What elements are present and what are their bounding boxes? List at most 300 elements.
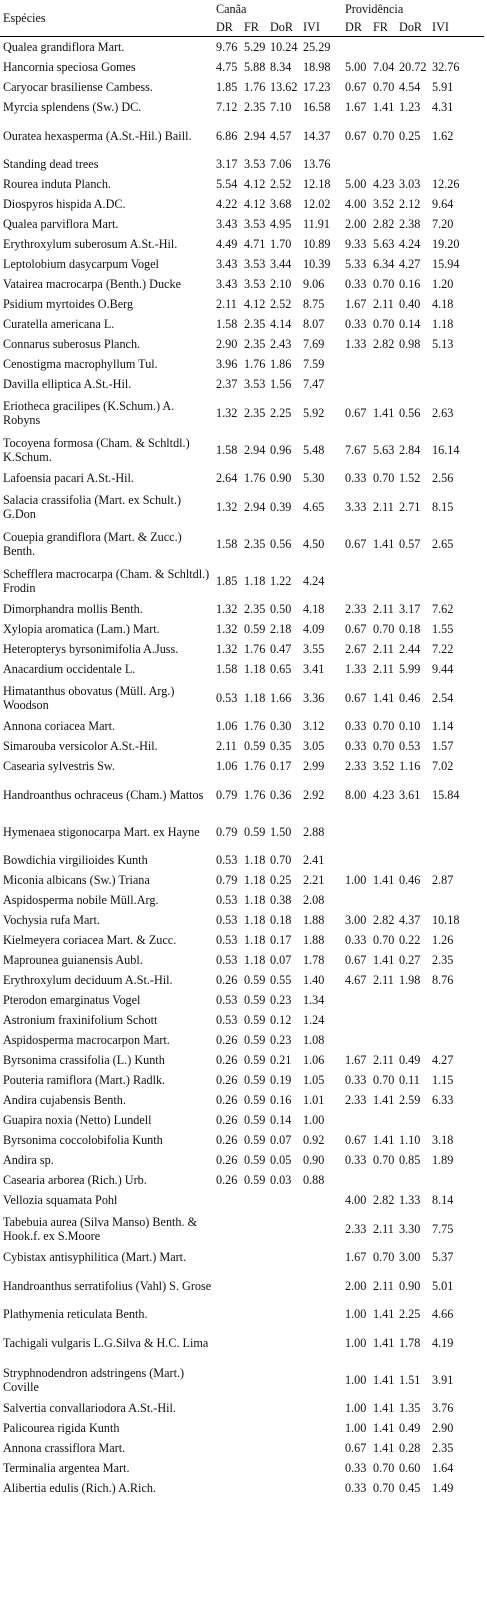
species-name-cell: Myrcia splendens (Sw.) DC. <box>3 100 142 114</box>
table-row <box>0 1418 484 1438</box>
canaa-dr-cell: 0.26 <box>216 1173 238 1187</box>
providencia-ivi-cell: 8.14 <box>432 1193 454 1207</box>
canaa-dr-cell <box>216 1398 244 1418</box>
canaa-dor-cell <box>270 1190 303 1210</box>
canaa-ivi-cell: 3.55 <box>303 642 325 656</box>
canaa-dr-cell: 0.53 <box>216 913 238 927</box>
providencia-ivi-cell: 1.26 <box>432 933 454 947</box>
canaa-dr-cell <box>216 1418 244 1438</box>
providencia-dor-cell: 0.46 <box>399 690 421 705</box>
canaa-dr-cell: 0.26 <box>216 1073 238 1087</box>
canaa-dr-header: DR <box>216 16 244 37</box>
providencia-dor-cell: 2.84 <box>399 442 421 457</box>
providencia-dr-cell <box>345 1110 373 1130</box>
canaa-fr-cell <box>244 1324 270 1361</box>
canaa-dr-cell <box>216 1267 244 1304</box>
canaa-dor-cell: 2.25 <box>270 405 292 420</box>
providencia-dr-cell: 8.00 <box>345 787 367 802</box>
canaa-dor-cell <box>270 1324 303 1361</box>
species-name-cell: Connarus suberosus Planch. <box>3 337 141 351</box>
providencia-fr-cell: 2.82 <box>373 217 395 231</box>
canaa-fr-cell: 0.59 <box>244 1093 266 1107</box>
species-name-cell: Salvertia convallariodora A.St.-Hil. <box>3 1401 176 1415</box>
providencia-dor-cell: 3.00 <box>399 1250 421 1264</box>
providencia-dor-cell: 3.61 <box>399 787 421 802</box>
table-row <box>0 431 484 468</box>
canaa-dr-cell: 3.17 <box>216 157 238 171</box>
providencia-dr-cell: 1.33 <box>345 662 367 676</box>
canaa-dor-header: DoR <box>270 16 303 37</box>
providencia-dor-cell: 0.90 <box>399 1278 421 1293</box>
canaa-dor-cell <box>270 1418 303 1438</box>
canaa-fr-cell: 4.12 <box>244 177 266 191</box>
providencia-dr-header: DR <box>345 16 373 37</box>
canaa-dr-cell: 0.79 <box>216 873 238 887</box>
species-name-cell: Anacardium occidentale L. <box>3 662 136 676</box>
providencia-dr-cell: 0.67 <box>345 536 367 551</box>
providencia-ivi-cell: 15.94 <box>432 257 460 271</box>
canaa-ivi-cell: 12.18 <box>303 177 331 191</box>
species-name-cell: Curatella americana L. <box>3 317 115 331</box>
canaa-dr-cell: 3.43 <box>216 277 238 291</box>
canaa-dr-cell: 0.26 <box>216 1153 238 1167</box>
canaa-dr-cell <box>216 1458 244 1478</box>
providencia-dor-cell: 0.56 <box>399 405 421 420</box>
providencia-fr-cell: 5.63 <box>373 442 395 457</box>
providencia-dr-cell: 1.67 <box>345 297 367 311</box>
canaa-dr-cell: 1.32 <box>216 499 238 514</box>
providencia-dor-cell: 4.54 <box>399 80 421 94</box>
providencia-dr-cell: 4.67 <box>345 973 367 987</box>
canaa-ivi-cell: 1.05 <box>303 1073 325 1087</box>
table-row <box>0 274 484 294</box>
canaa-fr-cell <box>244 1247 270 1267</box>
canaa-dr-cell: 3.96 <box>216 357 238 371</box>
canaa-fr-cell: 3.53 <box>244 217 266 231</box>
table-row <box>0 950 484 970</box>
canaa-dr-cell: 0.53 <box>216 893 238 907</box>
providencia-dor-cell <box>399 813 432 850</box>
providencia-dor-cell <box>399 354 432 374</box>
providencia-dr-cell: 0.33 <box>345 1481 367 1495</box>
species-name-cell: Hancornia speciosa Gomes <box>3 60 136 74</box>
providencia-fr-cell: 0.70 <box>373 1481 395 1495</box>
canaa-fr-cell: 0.59 <box>244 1153 266 1167</box>
providencia-dor-cell: 0.49 <box>399 1421 421 1435</box>
providencia-ivi-cell: 7.22 <box>432 642 454 656</box>
species-name-cell: Vatairea macrocarpa (Benth.) Ducke <box>3 277 181 291</box>
canaa-fr-cell: 3.53 <box>244 157 266 171</box>
providencia-ivi-cell: 12.26 <box>432 177 460 191</box>
providencia-fr-header: FR <box>373 16 399 37</box>
canaa-fr-cell: 2.94 <box>244 442 266 457</box>
providencia-dr-cell: 0.33 <box>345 1461 367 1475</box>
canaa-dr-cell: 1.85 <box>216 573 238 588</box>
providencia-dor-cell: 0.49 <box>399 1053 421 1067</box>
canaa-dor-cell: 0.55 <box>270 973 292 987</box>
canaa-fr-cell <box>244 1361 270 1398</box>
table-row <box>0 77 484 97</box>
canaa-fr-cell: 3.53 <box>244 377 266 391</box>
canaa-fr-cell <box>244 1418 270 1438</box>
providencia-dr-cell: 0.67 <box>345 1441 367 1455</box>
table-row <box>0 1050 484 1070</box>
providencia-dor-cell: 2.38 <box>399 217 421 231</box>
table-row <box>0 1130 484 1150</box>
providencia-ivi-cell: 2.35 <box>432 953 454 967</box>
providencia-dr-cell: 0.33 <box>345 739 367 753</box>
providencia-fr-cell: 2.11 <box>373 973 394 987</box>
species-name-cell: Tocoyena formosa (Cham. & Schltdl.) K.Schum. <box>3 435 190 464</box>
providencia-ivi-cell: 1.55 <box>432 622 454 636</box>
canaa-dor-cell: 0.65 <box>270 662 292 676</box>
providencia-fr-cell: 5.63 <box>373 237 395 251</box>
canaa-fr-cell <box>244 1304 270 1324</box>
providencia-ivi-cell: 4.31 <box>432 100 454 114</box>
providencia-dr-cell <box>345 562 373 599</box>
canaa-ivi-cell <box>303 1478 345 1498</box>
canaa-ivi-cell: 16.58 <box>303 100 331 114</box>
providencia-ivi-cell: 2.65 <box>432 536 454 551</box>
canaa-dor-cell: 10.24 <box>270 40 298 54</box>
canaa-dor-cell: 0.36 <box>270 787 292 802</box>
providencia-fr-cell: 2.11 <box>373 662 394 676</box>
canaa-dr-cell: 4.49 <box>216 237 238 251</box>
canaa-dor-cell: 2.18 <box>270 622 292 636</box>
providencia-fr-cell <box>373 1110 399 1130</box>
providencia-dr-cell: 2.33 <box>345 602 367 616</box>
providencia-ivi-cell: 2.35 <box>432 1441 454 1455</box>
species-name-cell: Handroanthus serratifolius (Vahl) S. Grose <box>3 1278 212 1293</box>
canaa-dor-cell: 0.35 <box>270 739 292 753</box>
providencia-dr-cell: 2.33 <box>345 759 367 773</box>
table-row <box>0 679 484 716</box>
providencia-dor-cell: 20.72 <box>399 60 427 74</box>
providencia-ivi-cell <box>432 1030 484 1050</box>
canaa-fr-cell: 1.18 <box>244 893 266 907</box>
canaa-dr-cell <box>216 1361 244 1398</box>
table-row <box>0 314 484 334</box>
providencia-dr-cell <box>345 1030 373 1050</box>
providencia-fr-cell: 0.70 <box>373 1250 395 1264</box>
providencia-fr-cell: 1.41 <box>373 1133 395 1147</box>
canaa-dor-cell <box>270 1458 303 1478</box>
providencia-ivi-cell: 3.18 <box>432 1133 454 1147</box>
canaa-ivi-cell: 5.92 <box>303 405 325 420</box>
table-row <box>0 37 484 58</box>
species-name-cell: Vellozia squamata Pohl <box>3 1193 118 1207</box>
providencia-dr-cell: 0.67 <box>345 690 367 705</box>
canaa-fr-cell <box>244 1478 270 1498</box>
canaa-ivi-cell: 1.88 <box>303 933 325 947</box>
providencia-fr-cell: 2.82 <box>373 1193 395 1207</box>
providencia-fr-cell: 2.11 <box>373 1278 394 1293</box>
providencia-dr-cell: 0.33 <box>345 1153 367 1167</box>
species-name-cell: Aspidosperma macrocarpon Mart. <box>3 1033 170 1047</box>
canaa-fr-cell: 1.76 <box>244 787 266 802</box>
canaa-dor-cell: 3.44 <box>270 257 292 271</box>
table-row <box>0 154 484 174</box>
canaa-ivi-cell <box>303 1247 345 1267</box>
table-row <box>0 1361 484 1398</box>
providencia-dor-cell: 2.59 <box>399 1093 421 1107</box>
canaa-fr-cell: 5.29 <box>244 40 266 54</box>
species-name-cell: Rourea induta Planch. <box>3 177 111 191</box>
table-row <box>0 599 484 619</box>
providencia-ivi-cell: 1.15 <box>432 1073 454 1087</box>
canaa-ivi-cell <box>303 1210 345 1247</box>
table-row <box>0 930 484 950</box>
providencia-ivi-cell <box>432 1010 484 1030</box>
providencia-ivi-cell: 1.20 <box>432 277 454 291</box>
species-name-cell: Alibertia edulis (Rich.) A.Rich. <box>3 1481 156 1495</box>
species-name-cell: Casearia sylvestris Sw. <box>3 759 115 773</box>
table-row <box>0 1110 484 1130</box>
providencia-dr-cell: 0.67 <box>345 953 367 967</box>
canaa-ivi-cell: 10.89 <box>303 237 331 251</box>
canaa-dor-cell: 1.56 <box>270 377 292 391</box>
canaa-ivi-cell <box>303 1438 345 1458</box>
canaa-dr-cell: 0.53 <box>216 1013 238 1027</box>
canaa-fr-cell: 1.18 <box>244 953 266 967</box>
canaa-ivi-cell: 7.59 <box>303 357 325 371</box>
table-row <box>0 334 484 354</box>
providencia-dr-cell <box>345 154 373 174</box>
canaa-dor-cell: 0.19 <box>270 1073 292 1087</box>
providencia-dr-cell: 2.33 <box>345 1093 367 1107</box>
canaa-dor-cell: 0.07 <box>270 1133 292 1147</box>
providencia-ivi-cell: 7.62 <box>432 602 454 616</box>
canaa-fr-cell: 1.18 <box>244 853 266 867</box>
canaa-ivi-cell: 1.08 <box>303 1033 325 1047</box>
providencia-ivi-cell: 1.49 <box>432 1481 454 1495</box>
providencia-fr-cell: 2.11 <box>373 602 394 616</box>
canaa-fr-cell: 5.88 <box>244 60 266 74</box>
canaa-ivi-cell: 2.41 <box>303 853 325 867</box>
providencia-dr-cell: 3.33 <box>345 499 367 514</box>
canaa-fr-cell: 0.59 <box>244 739 266 753</box>
providencia-dor-cell: 3.03 <box>399 177 421 191</box>
species-name-cell: Qualea parviflora Mart. <box>3 217 119 231</box>
canaa-fr-header: FR <box>244 16 270 37</box>
providencia-fr-cell: 1.41 <box>373 873 395 887</box>
table-row <box>0 1150 484 1170</box>
site-providencia-header: Providência <box>345 2 404 16</box>
canaa-ivi-cell: 1.40 <box>303 973 325 987</box>
providencia-ivi-cell: 5.91 <box>432 80 454 94</box>
providencia-ivi-cell: 1.89 <box>432 1153 454 1167</box>
providencia-fr-cell <box>373 562 399 599</box>
table-row <box>0 813 484 850</box>
providencia-ivi-cell <box>432 890 484 910</box>
species-name-cell: Casearia arborea (Rich.) Urb. <box>3 1173 147 1187</box>
providencia-ivi-cell: 1.62 <box>432 128 454 143</box>
canaa-ivi-cell <box>303 1458 345 1478</box>
providencia-dr-cell: 1.67 <box>345 100 367 114</box>
canaa-dr-cell: 0.53 <box>216 993 238 1007</box>
canaa-fr-cell: 1.76 <box>244 357 266 371</box>
providencia-dr-cell <box>345 890 373 910</box>
providencia-dor-cell: 3.30 <box>399 1221 421 1236</box>
species-name-cell: Pterodon emarginatus Vogel <box>3 993 141 1007</box>
providencia-fr-cell: 1.41 <box>373 1372 395 1387</box>
species-name-cell: Palicourea rigida Kunth <box>3 1421 120 1435</box>
canaa-dor-cell: 1.70 <box>270 237 292 251</box>
canaa-dor-cell: 1.22 <box>270 573 292 588</box>
canaa-ivi-cell <box>303 1304 345 1324</box>
providencia-dr-cell: 2.67 <box>345 642 367 656</box>
providencia-fr-cell: 1.41 <box>373 1401 395 1415</box>
providencia-fr-cell: 7.04 <box>373 60 395 74</box>
canaa-dr-cell: 0.26 <box>216 1033 238 1047</box>
canaa-dor-cell: 1.86 <box>270 357 292 371</box>
canaa-dor-cell: 2.52 <box>270 297 292 311</box>
table-row <box>0 234 484 254</box>
species-name-cell: Cybistax antisyphilitica (Mart.) Mart. <box>3 1250 187 1264</box>
canaa-dor-cell: 0.07 <box>270 953 292 967</box>
providencia-ivi-cell: 9.44 <box>432 662 454 676</box>
providencia-ivi-cell <box>432 850 484 870</box>
canaa-ivi-cell <box>303 1398 345 1418</box>
providencia-dr-cell: 0.67 <box>345 128 367 143</box>
providencia-dor-cell <box>399 562 432 599</box>
species-name-cell: Diospyros hispida A.DC. <box>3 197 126 211</box>
canaa-dr-cell: 7.12 <box>216 100 238 114</box>
canaa-fr-cell: 2.35 <box>244 100 266 114</box>
species-name-cell: Qualea grandiflora Mart. <box>3 40 125 54</box>
providencia-ivi-cell <box>432 37 484 58</box>
table-row <box>0 294 484 314</box>
providencia-fr-cell: 1.41 <box>373 1441 395 1455</box>
table-row <box>0 354 484 374</box>
canaa-dor-cell: 0.50 <box>270 602 292 616</box>
providencia-dr-cell: 1.00 <box>345 1307 367 1321</box>
providencia-dor-cell: 1.51 <box>399 1372 421 1387</box>
providencia-fr-cell <box>373 850 399 870</box>
canaa-fr-cell: 1.18 <box>244 690 266 705</box>
providencia-ivi-cell: 4.18 <box>432 297 454 311</box>
canaa-ivi-cell: 1.78 <box>303 953 325 967</box>
canaa-ivi-cell: 3.41 <box>303 662 325 676</box>
canaa-dr-cell: 1.58 <box>216 536 238 551</box>
canaa-fr-cell: 4.12 <box>244 197 266 211</box>
providencia-ivi-cell: 15.84 <box>432 787 460 802</box>
canaa-dor-cell: 0.96 <box>270 442 292 457</box>
providencia-dr-cell: 1.33 <box>345 337 367 351</box>
providencia-fr-cell: 1.41 <box>373 953 395 967</box>
species-name-cell: Davilla elliptica A.St.-Hil. <box>3 377 132 391</box>
species-name-cell: Vochysia rufa Mart. <box>3 913 100 927</box>
canaa-dor-cell <box>270 1210 303 1247</box>
providencia-dor-cell: 0.46 <box>399 873 421 887</box>
providencia-ivi-cell: 5.13 <box>432 337 454 351</box>
providencia-ivi-cell: 7.02 <box>432 759 454 773</box>
providencia-dor-cell: 0.22 <box>399 933 421 947</box>
canaa-dor-cell: 0.23 <box>270 1033 292 1047</box>
canaa-ivi-cell: 3.36 <box>303 690 325 705</box>
table-row <box>0 525 484 562</box>
canaa-dor-cell: 8.34 <box>270 60 292 74</box>
table-row <box>0 1304 484 1324</box>
table-row <box>0 1170 484 1190</box>
providencia-fr-cell: 3.52 <box>373 197 395 211</box>
canaa-dor-cell: 0.05 <box>270 1153 292 1167</box>
providencia-fr-cell <box>373 1030 399 1050</box>
canaa-dr-cell: 0.26 <box>216 1133 238 1147</box>
providencia-ivi-cell <box>432 813 484 850</box>
canaa-dor-cell: 4.95 <box>270 217 292 231</box>
canaa-ivi-cell: 0.90 <box>303 1153 325 1167</box>
providencia-ivi-cell: 32.76 <box>432 60 460 74</box>
species-name-cell: Salacia crassifolia (Mart. ex Schult.) G.Don <box>3 492 182 521</box>
canaa-dr-cell <box>216 1478 244 1498</box>
species-name-cell: Couepia grandiflora (Mart. & Zucc.) Benth. <box>3 529 182 558</box>
species-name-cell: Astronium fraxinifolium Schott <box>3 1013 158 1027</box>
canaa-dor-cell: 0.18 <box>270 913 292 927</box>
providencia-dr-cell: 4.00 <box>345 197 367 211</box>
canaa-ivi-cell: 4.65 <box>303 499 325 514</box>
providencia-ivi-cell <box>432 990 484 1010</box>
providencia-dor-cell: 1.10 <box>399 1133 421 1147</box>
providencia-dr-cell: 1.00 <box>345 1372 367 1387</box>
canaa-ivi-cell: 0.88 <box>303 1173 325 1187</box>
providencia-ivi-cell <box>432 1110 484 1130</box>
canaa-ivi-cell: 5.48 <box>303 442 325 457</box>
canaa-dr-cell <box>216 1190 244 1210</box>
canaa-ivi-cell: 1.01 <box>303 1093 325 1107</box>
canaa-dor-cell: 4.57 <box>270 128 292 143</box>
providencia-dr-cell: 0.33 <box>345 933 367 947</box>
canaa-dr-cell: 1.32 <box>216 602 238 616</box>
providencia-dor-cell: 4.37 <box>399 913 421 927</box>
providencia-dr-cell: 0.33 <box>345 317 367 331</box>
providencia-ivi-cell: 4.66 <box>432 1307 454 1321</box>
canaa-ivi-cell <box>303 1361 345 1398</box>
providencia-dor-cell: 1.35 <box>399 1401 421 1415</box>
canaa-fr-cell: 0.59 <box>244 1013 266 1027</box>
canaa-dr-cell: 1.06 <box>216 759 238 773</box>
providencia-fr-cell <box>373 374 399 394</box>
canaa-dor-cell: 0.14 <box>270 1113 292 1127</box>
providencia-dr-cell: 0.67 <box>345 80 367 94</box>
canaa-dor-cell: 0.23 <box>270 993 292 1007</box>
canaa-dr-cell: 4.75 <box>216 60 238 74</box>
canaa-fr-cell: 2.35 <box>244 536 266 551</box>
table-row <box>0 214 484 234</box>
providencia-ivi-cell: 2.63 <box>432 405 454 420</box>
providencia-ivi-cell: 4.27 <box>432 1053 454 1067</box>
canaa-dor-cell: 0.90 <box>270 471 292 485</box>
providencia-fr-cell: 0.70 <box>373 933 395 947</box>
providencia-dor-cell: 0.16 <box>399 277 421 291</box>
canaa-dor-cell <box>270 1304 303 1324</box>
table-row <box>0 562 484 599</box>
canaa-dr-cell: 4.22 <box>216 197 238 211</box>
table-row <box>0 1090 484 1110</box>
providencia-dr-cell <box>345 1010 373 1030</box>
providencia-ivi-cell: 1.18 <box>432 317 454 331</box>
table-row <box>0 639 484 659</box>
canaa-dor-cell: 0.16 <box>270 1093 292 1107</box>
canaa-dr-cell: 6.86 <box>216 128 238 143</box>
providencia-dor-cell: 0.60 <box>399 1461 421 1475</box>
providencia-dr-cell: 2.00 <box>345 217 367 231</box>
canaa-dr-cell: 3.43 <box>216 217 238 231</box>
providencia-dor-cell: 0.40 <box>399 297 421 311</box>
providencia-ivi-cell <box>432 374 484 394</box>
table-row <box>0 117 484 154</box>
providencia-fr-cell <box>373 1010 399 1030</box>
